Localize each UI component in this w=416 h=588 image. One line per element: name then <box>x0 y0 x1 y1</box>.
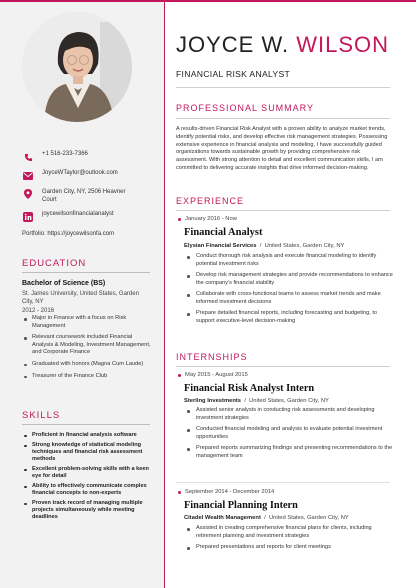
list-item: Collaborate with cross-functional teams to assess market trends and make informed investment decisions <box>184 291 394 306</box>
list-item: Conduct thorough risk analysis and execute financial modeling to identify potential investment risks <box>184 253 394 268</box>
first-name: JOYCE W. <box>176 32 290 57</box>
job-dates <box>178 489 274 495</box>
job-dates <box>178 216 237 222</box>
list-item: Strong knowledge of statistical modeling techniques and financial risk assessment methods <box>22 442 152 463</box>
sidebar-divider <box>164 2 165 588</box>
contact-address <box>22 188 128 204</box>
contact-email <box>22 170 118 182</box>
company-location: United States, Garden City, NY <box>264 243 345 249</box>
list-item: Assisted in creating comprehensive financial plans for clients, including retirement planning and investment strategies <box>184 525 394 540</box>
portfolio-link[interactable]: Portfolio: https://joycewilsonfa.com <box>22 231 115 237</box>
education-rule <box>22 272 150 273</box>
list-item: Prepared reports summarizing findings and presenting recommendations to the management team <box>184 445 394 460</box>
list-item: Excellent problem-solving skills with a keen eye for detail <box>22 466 152 480</box>
company-location: United States, Garden City, NY <box>249 398 329 404</box>
job-dates <box>178 372 248 378</box>
list-item: Assisted senior analysts in conducting risk assessments and developing investment strategies <box>184 407 394 422</box>
email-icon <box>22 170 34 182</box>
dates-text: September 2014 - December 2014 <box>185 489 275 495</box>
company-name: Elysian Financial Services <box>184 243 257 249</box>
contact-linkedin <box>22 211 114 223</box>
job-title-heading: FINANCIAL RISK ANALYST <box>176 69 291 79</box>
education-school: St. James University, United States, Garden City, NY <box>22 291 139 305</box>
candidate-name <box>176 32 389 58</box>
education-heading: EDUCATION <box>22 258 87 269</box>
date-bullet-icon <box>178 491 181 494</box>
job-position: Financial Analyst <box>184 227 263 238</box>
separator: / <box>242 398 248 404</box>
job-responsibilities <box>184 253 394 325</box>
job-company <box>184 398 329 404</box>
list-item: Develop risk management strategies and provide recommendations to enhance the company's financial stability <box>184 272 394 287</box>
list-item: Conducted financial modeling and analysis to evaluate potential investment opportunities <box>184 426 394 441</box>
job-position: Financial Risk Analyst Intern <box>184 383 315 394</box>
list-item: Proven track record of managing multiple projects simultaneously while meeting deadlines <box>22 500 152 521</box>
list-item: Ability to effectively communicate complex financial concepts to non-experts <box>22 483 152 497</box>
date-bullet-icon <box>178 218 181 221</box>
job-responsibilities <box>184 525 394 552</box>
list-item: Relevant coursework included Financial Analysis & Modeling, Investment Management, and Corporate Finance <box>22 334 152 357</box>
profile-photo-illustration <box>22 12 132 122</box>
skills-heading: SKILLS <box>22 410 61 421</box>
linkedin-icon <box>22 211 34 223</box>
experience-rule <box>176 210 390 211</box>
job-company <box>184 243 344 249</box>
title-rule <box>176 87 390 88</box>
dates-text: January 2016 - Now <box>185 216 237 222</box>
summary-text: A results-driven Financial Risk Analyst with a proven ability to analyze market trends, identify potential risks, and develop effective risk management strategies. Possessing extensive experience in financial analysis and modeling, I have successfully guided organizations towards sustainable growth by providing comprehensive risk assessment. With strong attention to detail and excellent communication skills, I am committed to delivering accurate insights that drive informed decision-making. <box>176 126 388 171</box>
job-position: Financial Planning Intern <box>184 500 298 511</box>
education-dates: 2012 - 2016 <box>22 308 55 314</box>
last-name: WILSON <box>296 32 390 57</box>
skills-rule <box>22 424 150 425</box>
date-bullet-icon <box>178 374 181 377</box>
list-item: Treasurer of the Finance Club <box>22 373 152 381</box>
company-name: Sterling Investments <box>184 398 242 404</box>
location-icon <box>22 188 34 200</box>
company-name: Citadel Wealth Management <box>184 515 261 521</box>
list-item: Major in Finance with a focus on Risk Management <box>22 315 152 330</box>
skills-list <box>22 432 152 524</box>
summary-rule <box>176 118 390 119</box>
list-item: Proficient in financial analysis software <box>22 432 152 439</box>
summary-heading: PROFESSIONAL SUMMARY <box>176 103 315 113</box>
email-text[interactable]: JoyceWTaylor@outlook.com <box>42 170 118 176</box>
address-text: Garden City, NY, 2506 Heavner Court <box>42 189 126 203</box>
company-location: United States, Garden City, NY <box>268 515 349 521</box>
job-responsibilities <box>184 407 394 460</box>
list-item: Prepare detailed financial reports, including forecasting and budgeting, to support executive-level decision-making <box>184 310 394 325</box>
phone-icon <box>22 151 34 163</box>
profile-photo <box>22 12 132 122</box>
education-details <box>22 315 152 384</box>
separator: / <box>262 515 268 521</box>
experience-heading: EXPERIENCE <box>176 196 245 206</box>
internship-separator <box>176 482 390 483</box>
dates-text: May 2015 - August 2015 <box>185 372 248 378</box>
education-degree: Bachelor of Science (BS) <box>22 280 106 287</box>
job-company <box>184 515 349 521</box>
linkedin-text[interactable]: joycewilsonfinancialanalyst <box>42 211 114 217</box>
internships-heading: INTERNSHIPS <box>176 352 248 362</box>
phone-text[interactable]: +1 516-233-7366 <box>42 151 88 157</box>
internships-rule <box>176 366 390 367</box>
list-item: Graduated with honors (Magna Cum Laude) <box>22 361 152 369</box>
separator: / <box>258 243 263 249</box>
contact-phone <box>22 151 88 163</box>
list-item: Prepared presentations and reports for client meetings <box>184 544 394 552</box>
